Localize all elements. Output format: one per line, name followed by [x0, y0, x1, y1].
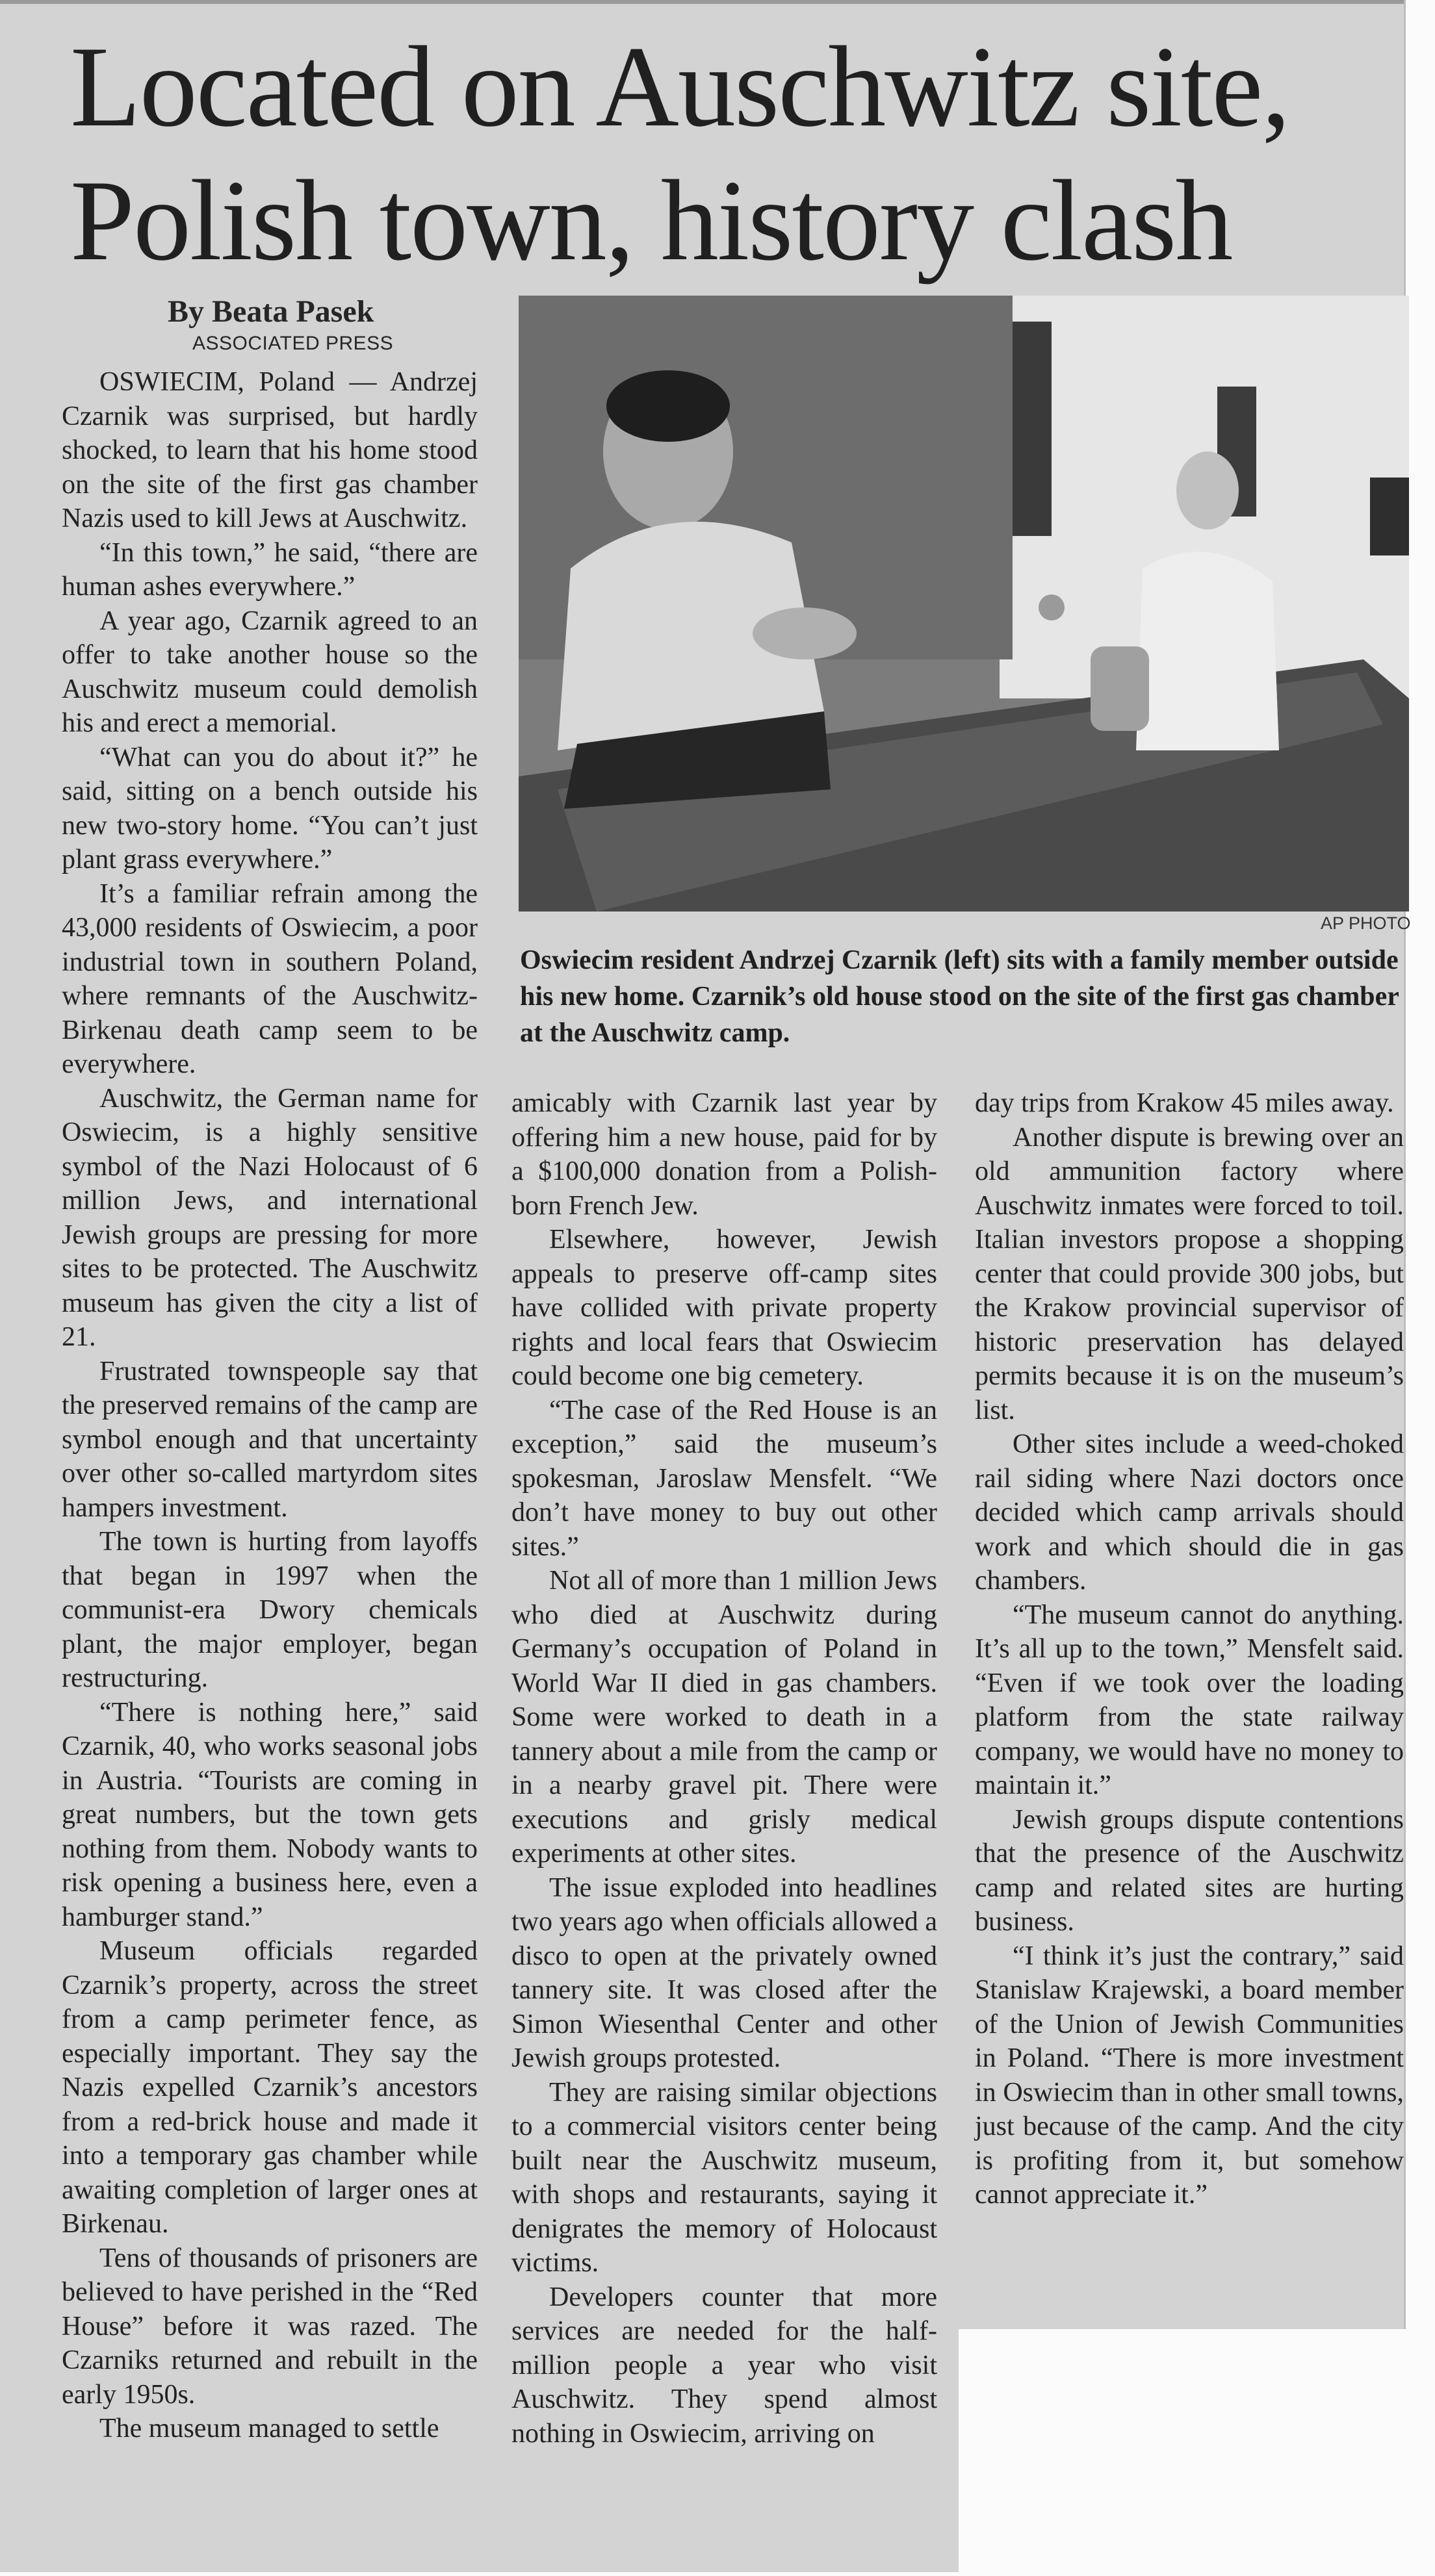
paragraph: “I think it’s just the contrary,” said Stanislaw Krajewski, a board member of the Union of Jewish Communities in Poland. “There is more investment in Oswiecim than in other small towns, just because of the camp. And the city is profiting from it, but somehow cannot appreciate it.”	[975, 1941, 1404, 2210]
paragraph: “In this town,” he said, “there are human ashes everywhere.”	[62, 537, 478, 602]
page-background	[959, 2329, 1435, 2576]
headline: Located on Auschwitz site, Polish town, history clash	[70, 22, 1289, 285]
paragraph: They are raising similar objections to a commercial visitors center being built near the Auschwitz museum, with shops and restaurants, saying it denigrates the memory of Holocaust victims.	[511, 2077, 937, 2278]
paragraph: Tens of thousands of prisoners are believed to have perished in the “Red House” before it was razed. The Czarniks returned and rebuilt in the early 1950s.	[62, 2243, 478, 2410]
paragraph: Museum officials regarded Czarnik’s property, across the street from a camp perimeter fence, as especially important. They say the Nazis expelled Czarnik’s ancestors from a red-brick house and made it into a temporary gas chamber while awaiting completion of larger ones at Birkenau.	[62, 1936, 478, 2239]
paragraph: Other sites include a weed-choked rail siding where Nazi doctors once decided which camp arrivals should work and which should die in gas chambers.	[975, 1429, 1404, 1596]
paragraph: “What can you do about it?” he said, sitting on a bench outside his new two-story home. “You can’t just plant grass everywhere.”	[62, 742, 478, 874]
paragraph: Jewish groups dispute contentions that the presence of the Auschwitz camp and related sites are hurting business.	[975, 1804, 1404, 1937]
paragraph: Another dispute is brewing over an old ammunition factory where Auschwitz inmates were forced to toil. Italian investors propose a shopping center that could provide 300 jobs, but the Krakow provincial supervisor of historic preservation has delayed permits because it is on the museum’s list.	[975, 1122, 1404, 1425]
paragraph: Elsewhere, however, Jewish appeals to preserve off-camp sites have collided with private property rights and local fears that Oswiecim could become one big cemetery.	[511, 1225, 937, 1391]
byline: By Beata Pasek	[168, 294, 374, 329]
article-column-1	[62, 365, 478, 2446]
paragraph: Not all of more than 1 million Jews who died at Auschwitz during Germany’s occupation of Poland in World War II died in gas chambers. Some were worked to death in a tannery about a mile from the camp or in a nearby gravel pit. There were executions and grisly medical experiments at other sites.	[511, 1566, 937, 1868]
paragraph: The museum managed to settle	[99, 2414, 439, 2443]
paragraph: OSWIECIM, Poland — Andrzej Czarnik was surprised, but hardly shocked, to learn that his home stood on the site of the first gas chamber Nazis used to kill Jews at Auschwitz.	[62, 367, 478, 533]
paragraph: A year ago, Czarnik agreed to an offer to take another house so the Auschwitz museum could demolish his and erect a memorial.	[62, 606, 478, 738]
paragraph: The town is hurting from layoffs that began in 1997 when the communist-era Dwory chemicals plant, the major employer, began restructuring.	[62, 1527, 478, 1693]
paragraph: day trips from Krakow 45 miles away.	[975, 1088, 1394, 1118]
news-photo	[519, 296, 1409, 912]
article-column-3	[975, 1086, 1404, 2212]
paragraph: The issue exploded into headlines two years ago when officials allowed a disco to open at the privately owned tannery site. It was closed after the Simon Wiesenthal Center and other Jewish groups protested.	[511, 1872, 937, 2073]
paragraph: Auschwitz, the German name for Oswiecim, is a highly sensitive symbol of the Nazi Holocaust of 6 million Jews, and international Jewish groups are pressing for more sites to be protected. The Auschwitz museum has given the city a list of 21.	[62, 1083, 478, 1352]
photo-caption: Oswiecim resident Andrzej Czarnik (left) sits with a family member outside his new home. Czarnik’s old house stood on the site of the first gas chamber at the Auschwitz camp.	[520, 945, 1399, 1048]
paragraph: “The museum cannot do anything. It’s all up to the town,” Mensfelt said. “Even if we took over the loading platform from the state railway company, we would have no money to maintain it.”	[975, 1600, 1404, 1800]
paragraph: Frustrated townspeople say that the preserved remains of the camp are symbol enough and that uncertainty over other so-called martyrdom sites hampers investment.	[62, 1356, 478, 1523]
paragraph: “The case of the Red House is an exception,” said the museum’s spokesman, Jaroslaw Mensfelt. “We don’t have money to buy out other sites.”	[511, 1395, 937, 1562]
top-rule	[0, 0, 1404, 4]
paragraph: Developers counter that more services are needed for the half-million people a year who visit Auschwitz. They spend almost nothing in Oswiecim, arriving on	[511, 2282, 937, 2449]
photo-credit: AP PHOTO	[1321, 913, 1411, 933]
paragraph: It’s a familiar refrain among the 43,000 residents of Oswiecim, a poor industrial town in southern Poland, where remnants of the Auschwitz-Birkenau death camp seem to be everywhere.	[62, 878, 478, 1079]
paragraph: “There is nothing here,” said Czarnik, 40, who works seasonal jobs in Austria. “Tourists are coming in great numbers, but the town gets nothing from them. Nobody wants to risk opening a business here, even a hamburger stand.”	[62, 1697, 478, 1932]
agency-credit: ASSOCIATED PRESS	[192, 333, 394, 354]
paragraph: amicably with Czarnik last year by offering him a new house, paid for by a $100,000 donation from a Polish-born French Jew.	[511, 1088, 937, 1221]
article-column-2	[511, 1086, 937, 2451]
